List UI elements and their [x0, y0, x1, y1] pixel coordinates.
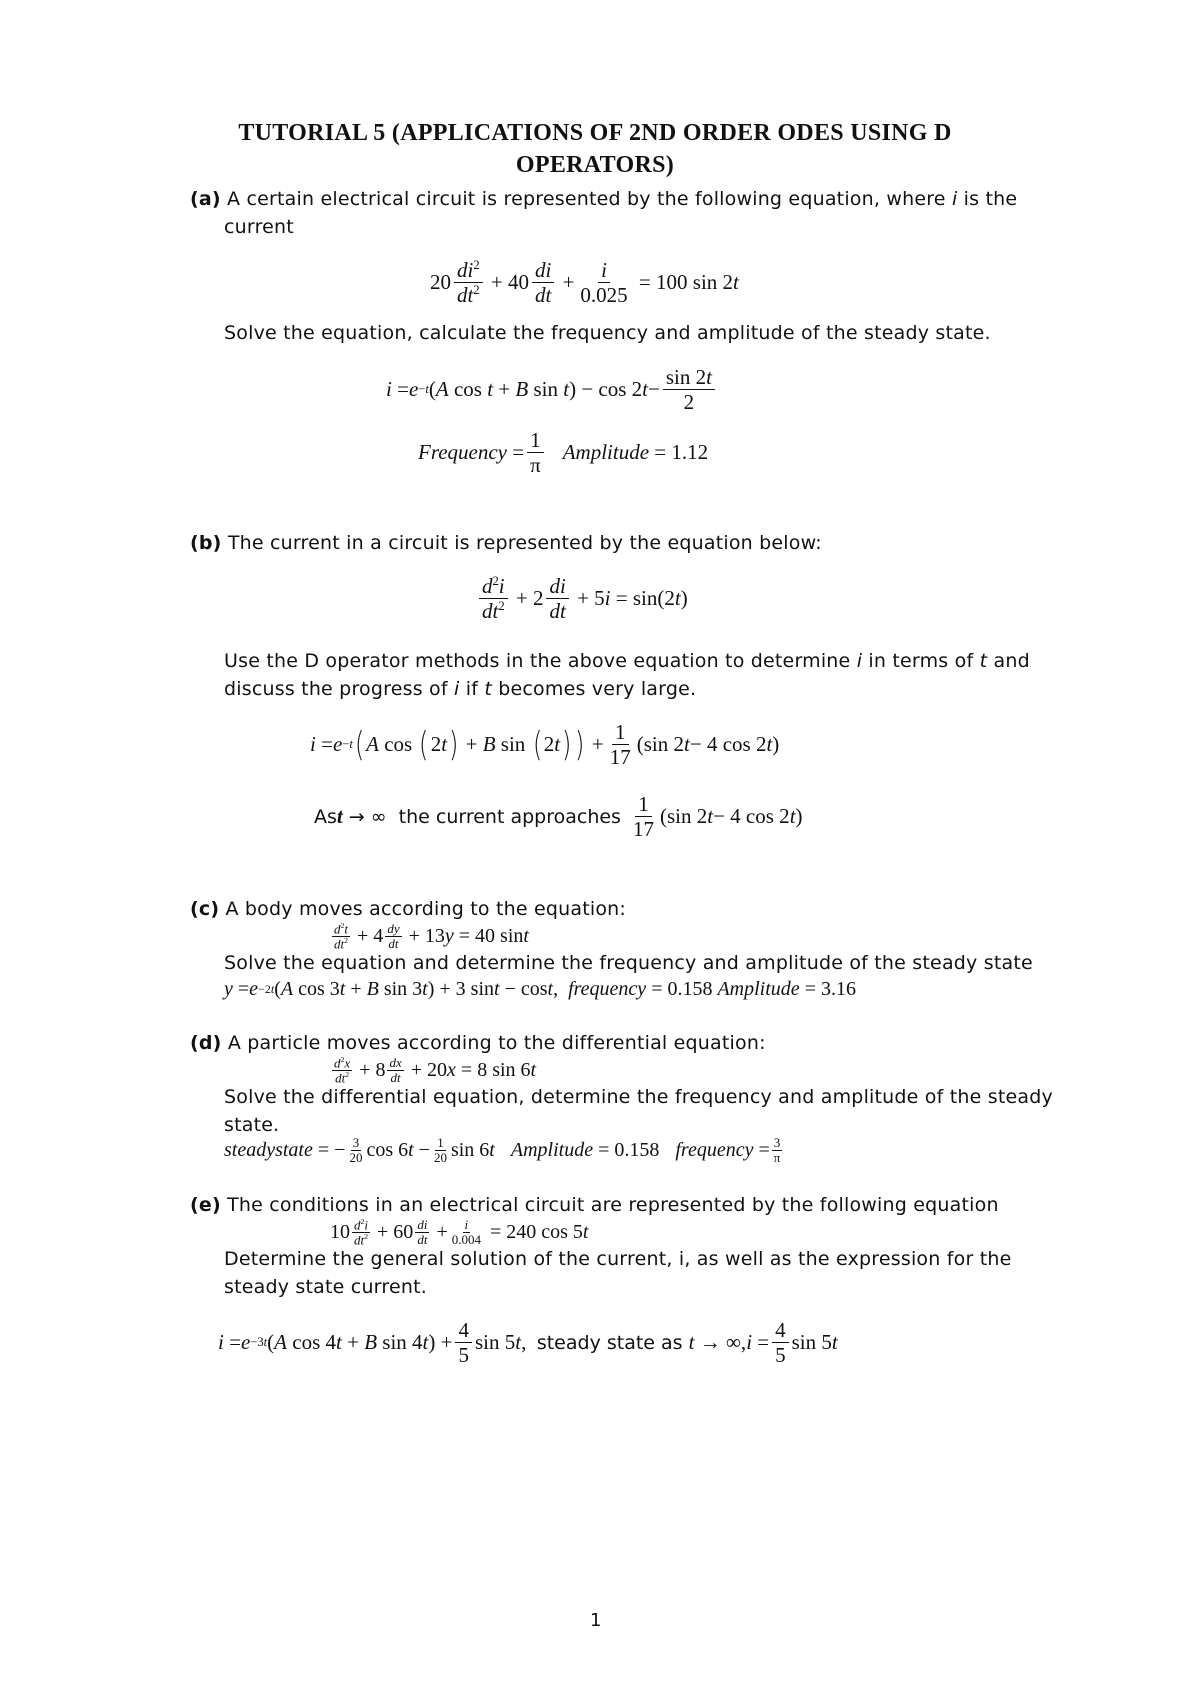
- section-d-intro: (d) A particle moves according to the differential equation:: [190, 1032, 766, 1054]
- section-c-instruction: Solve the equation and determine the frequency and amplitude of the steady state: [224, 952, 1033, 974]
- section-d-solution: steadystate = − $\frac{3}{20}$ cos 6 t − $\frac{1}{20}$ sin 6 t Amplitude = 0.158 frequency = $\frac{3}{\pi}$: [224, 1135, 781, 1165]
- section-e-label: (e): [190, 1194, 221, 1216]
- section-a-label: (a): [190, 188, 221, 210]
- section-b-instruction-2: discuss the progress of i if t becomes very large.: [224, 678, 697, 700]
- section-c-equation: $\frac{d^2t}{dt^2}$ + 4 $\frac{dy}{dt}$ + 13 y = 40 sin t: [334, 921, 529, 952]
- section-e-solution: i = e −3t ( A cos 4 t + B sin 4 t ) + $\frac{4}{5}$ sin 5 t , steady state as t → ∞, i = $\frac{4}{5}$ sin 5 t: [218, 1318, 838, 1368]
- section-a-intro-cont: current: [224, 216, 294, 238]
- section-d-instruction-2: state.: [224, 1114, 280, 1136]
- section-c-intro: (c) A body moves according to the equation:: [190, 898, 627, 920]
- section-b-instruction-1: Use the D operator methods in the above equation to determine i in terms of t and: [224, 650, 1030, 672]
- section-a-intro: (a) A certain electrical circuit is represented by the following equation, where i is the: [190, 188, 1018, 210]
- section-b-intro: (b) The current in a circuit is represented by the equation below:: [190, 532, 822, 554]
- tutorial-title-line2: OPERATORS): [515, 152, 675, 178]
- section-b-equation: $\frac{d^2i}{dt^2}$ + 2 $\frac{di}{dt}$ + 5 i = sin(2 t ): [476, 574, 688, 623]
- section-e-equation: 10 $\frac{d^2i}{dt^2}$ + 60 $\frac{di}{dt}$ + $\frac{i}{0.004}$ = 240 cos 5 t: [330, 1217, 589, 1248]
- section-d-label: (d): [190, 1032, 222, 1054]
- section-a-equation: 20 $\frac{di^2}{dt^2}$ + 40 $\frac{di}{dt}$ + $\frac{i}{0.025}$ = 100 sin 2 t: [430, 258, 739, 308]
- section-e-instruction-2: steady state current.: [224, 1276, 427, 1298]
- section-a-instruction: Solve the equation, calculate the frequency and amplitude of the steady state.: [224, 322, 991, 344]
- section-e-instruction-1: Determine the general solution of the current, i, as well as the expression for the: [224, 1248, 1012, 1270]
- page-number: 1: [590, 1610, 602, 1631]
- section-b-label: (b): [190, 532, 222, 554]
- section-d-instruction-1: Solve the differential equation, determine the frequency and amplitude of the steady: [224, 1086, 1053, 1108]
- section-a-solution: i = e −t ( A cos t + B sin t ) − cos 2 t − $\frac{\sin 2t}{2}$: [386, 365, 718, 414]
- section-e-intro: (e) The conditions in an electrical circuit are represented by the following equation: [190, 1194, 999, 1216]
- section-c-solution: y = e −2t ( A cos 3 t + B sin 3 t ) + 3 sin t − cos t , frequency = 0.158 Amplitude = 3.16: [224, 978, 856, 1000]
- section-d-equation: $\frac{d^2x}{dt^2}$ + 8 $\frac{dx}{dt}$ + 20 x = 8 sin 6 t: [334, 1055, 537, 1086]
- section-b-limit: As t → ∞ the current approaches $\frac{1}{17}$ (sin 2 t − 4 cos 2 t ): [314, 792, 803, 842]
- section-b-solution: i = e −t ( A cos ( 2 t ) + B sin ( 2 t ) ) + $\frac{1}{17}$ (sin 2 t − 4 cos 2 t ): [310, 720, 780, 770]
- section-a-results: Frequency = $\frac{1}{\pi}$ Amplitude = 1.12: [418, 428, 709, 478]
- section-c-label: (c): [190, 898, 220, 920]
- tutorial-title-line1: TUTORIAL 5 (APPLICATIONS OF 2ND ORDER ODES USING D: [238, 120, 952, 146]
